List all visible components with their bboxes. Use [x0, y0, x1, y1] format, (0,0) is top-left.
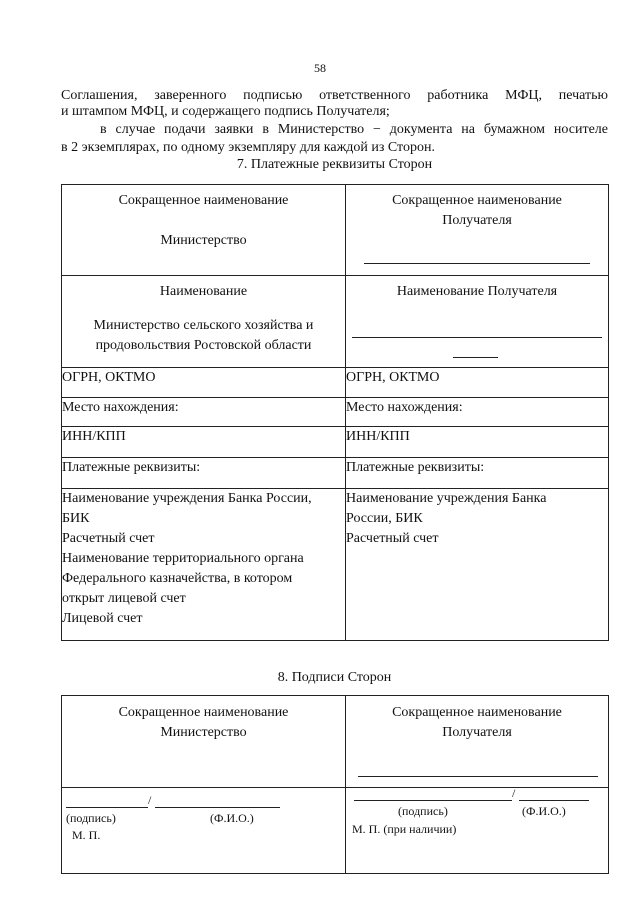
recipient-sig-label-1: Сокращенное наименование	[392, 705, 562, 720]
bank-right-line: Расчетный счет	[346, 531, 439, 546]
table-row	[62, 185, 609, 276]
intro-line-3: в случае подачи заявки в Министерство − документа на бумажном носителе	[100, 122, 608, 137]
bank-left-cell	[62, 489, 346, 641]
signatures-table	[61, 695, 609, 874]
location-right: Место нахождения:	[346, 398, 609, 427]
ministry-sig-label-2: Министерство	[160, 725, 247, 740]
ministry-short-name-cell	[62, 185, 346, 276]
bank-left-line: Федерального казначейства, в котором	[62, 571, 293, 586]
bank-right-cell	[346, 489, 609, 641]
recipient-signature-header	[346, 696, 609, 788]
payment-details-table	[61, 184, 609, 641]
recipient-signature-caption: (подпись)	[398, 804, 448, 818]
ministry-sig-label-1: Сокращенное наименование	[118, 705, 289, 720]
recipient-short-name-cell	[346, 185, 609, 276]
ministry-name-value-1: Министерство сельского хозяйства и	[93, 318, 314, 333]
table-row	[62, 788, 609, 874]
payment-left: Платежные реквизиты:	[62, 458, 346, 489]
ministry-short-value: Министерство	[160, 233, 247, 248]
recipient-sig-name-line	[358, 776, 598, 777]
intro-line-2: и штампом МФЦ, и содержащего подпись Получателя;	[61, 104, 390, 119]
recipient-signature-line	[354, 800, 512, 801]
recipient-short-label-2: Получателя	[442, 213, 512, 228]
inn-left: ИНН/КПП	[62, 427, 346, 458]
section-8-title: 8. Подписи Сторон	[277, 670, 392, 685]
recipient-sig-label-2: Получателя	[442, 725, 512, 740]
bank-right-line: Наименование учреждения Банка	[346, 491, 547, 506]
ministry-signature-cell	[62, 788, 346, 874]
ministry-fio-line	[155, 807, 280, 808]
ministry-slash: /	[148, 793, 152, 807]
bank-right-line: России, БИК	[346, 511, 423, 526]
ogrn-left: ОГРН, ОКТМО	[62, 368, 346, 398]
recipient-name-line-2	[453, 357, 498, 358]
recipient-name-line-1	[352, 337, 602, 338]
recipient-slash: /	[512, 786, 516, 800]
ministry-stamp-caption: М. П.	[72, 828, 101, 842]
recipient-name-cell	[346, 276, 609, 368]
payment-right: Платежные реквизиты:	[346, 458, 609, 489]
ministry-fio-caption: (Ф.И.О.)	[210, 811, 254, 825]
recipient-name-label: Наименование Получателя	[396, 284, 558, 299]
recipient-fio-line	[519, 800, 589, 801]
bank-left-line: Наименование учреждения Банка России,	[62, 491, 312, 506]
ogrn-right: ОГРН, ОКТМО	[346, 368, 609, 398]
bank-left-line: Наименование территориального органа	[62, 551, 304, 566]
bank-left-line: открыт лицевой счет	[62, 591, 186, 606]
intro-line-1: Соглашения, заверенного подписью ответственного работника МФЦ, печатью	[61, 88, 608, 103]
table-row	[62, 276, 609, 368]
table-row	[62, 368, 609, 398]
ministry-short-label: Сокращенное наименование	[118, 193, 289, 208]
bank-left-line: Расчетный счет	[62, 531, 155, 546]
ministry-name-label: Наименование	[159, 284, 248, 299]
recipient-short-name-line	[364, 263, 590, 264]
ministry-name-cell	[62, 276, 346, 368]
bank-left-line: БИК	[62, 511, 90, 526]
table-row	[62, 398, 609, 427]
recipient-signature-cell	[346, 788, 609, 874]
inn-right: ИНН/КПП	[346, 427, 609, 458]
table-row	[62, 427, 609, 458]
intro-line-4: в 2 экземплярах, по одному экземпляру для каждой из Сторон.	[61, 140, 435, 155]
recipient-stamp-caption: М. П. (при наличии)	[352, 822, 457, 836]
ministry-name-value-2: продовольствия Ростовской области	[95, 338, 312, 353]
recipient-short-label-1: Сокращенное наименование	[392, 193, 562, 208]
location-left: Место нахождения:	[62, 398, 346, 427]
table-row	[62, 696, 609, 788]
ministry-signature-header	[62, 696, 346, 788]
bank-left-line: Лицевой счет	[62, 611, 143, 626]
recipient-fio-caption: (Ф.И.О.)	[522, 804, 566, 818]
page-number: 58	[314, 61, 326, 75]
ministry-signature-caption: (подпись)	[66, 811, 116, 825]
section-7-title: 7. Платежные реквизиты Сторон	[236, 157, 433, 172]
ministry-signature-line	[66, 807, 148, 808]
table-row	[62, 489, 609, 641]
table-row	[62, 458, 609, 489]
